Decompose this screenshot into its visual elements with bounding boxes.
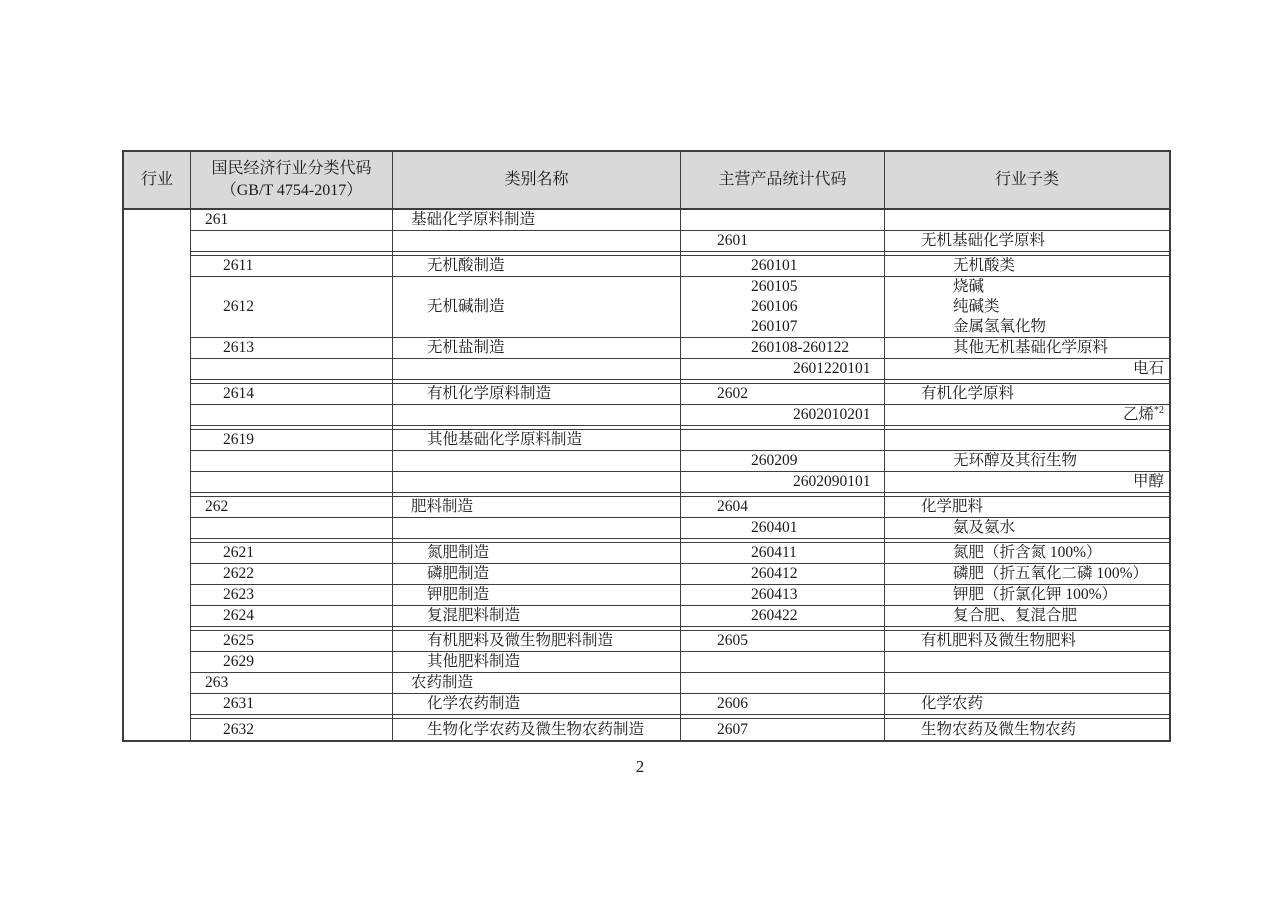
category-name-cell: 无机盐制造 [393, 338, 681, 359]
subclass-line: 金属氢氧化物 [953, 318, 1047, 335]
code-cell: 263 [191, 673, 393, 694]
code-cell: 2623 [191, 585, 393, 606]
product-code-cell [681, 430, 885, 451]
code-cell [191, 231, 393, 252]
code-cell [191, 472, 393, 493]
product-code-cell: 2607 [681, 719, 885, 740]
category-name-cell [393, 231, 681, 252]
column-header-product-code: 主营产品统计代码 [681, 152, 885, 210]
product-code-cell: 2604 [681, 497, 885, 518]
product-code-cell: 260413 [681, 585, 885, 606]
category-name-cell [393, 359, 681, 380]
code-cell [191, 451, 393, 472]
category-name-cell: 复混肥料制造 [393, 606, 681, 627]
product-code-cell: 2605 [681, 631, 885, 652]
code-cell: 2612 [191, 277, 393, 338]
category-name-cell: 其他肥料制造 [393, 652, 681, 673]
subclass-cell: 无机基础化学原料 [885, 231, 1169, 252]
product-code-cell: 2601 [681, 231, 885, 252]
subclass-cell [885, 652, 1169, 673]
category-name-cell: 有机化学原料制造 [393, 384, 681, 405]
code-cell: 2624 [191, 606, 393, 627]
code-cell: 2631 [191, 694, 393, 715]
column-header-industry-code-line1: 国民经济行业分类代码 [211, 160, 372, 177]
product-code-line: 260105 [751, 278, 798, 295]
product-code-cell [681, 277, 885, 338]
subclass-cell: 磷肥（折五氧化二磷 100%） [885, 564, 1169, 585]
subclass-cell: 电石 [885, 359, 1169, 380]
product-code-cell: 260108-260122 [681, 338, 885, 359]
product-code-cell [681, 652, 885, 673]
code-cell [191, 518, 393, 539]
category-name-cell: 磷肥制造 [393, 564, 681, 585]
code-cell: 2622 [191, 564, 393, 585]
product-code-line: 260106 [751, 298, 798, 315]
product-code-cell: 260209 [681, 451, 885, 472]
subclass-cell: 生物农药及微生物农药 [921, 720, 1077, 738]
subclass-cell [885, 430, 1169, 451]
column-header-industry-subclass: 行业子类 [885, 152, 1169, 210]
column-header-industry: 行业 [124, 152, 191, 210]
code-cell: 2611 [191, 256, 393, 277]
subclass-cell [885, 210, 1169, 231]
code-cell: 262 [191, 497, 393, 518]
category-name-cell: 农药制造 [393, 673, 681, 694]
product-code-cell [681, 210, 885, 231]
category-name-cell [393, 451, 681, 472]
category-name-cell: 基础化学原料制造 [393, 210, 681, 231]
subclass-cell: 钾肥（折氯化钾 100%） [885, 585, 1169, 606]
category-name-cell: 钾肥制造 [393, 585, 681, 606]
code-cell: 2625 [191, 631, 393, 652]
column-header-industry-code [191, 152, 393, 210]
subclass-cell: 复合肥、复混合肥 [885, 606, 1169, 627]
category-name-cell: 其他基础化学原料制造 [393, 430, 681, 451]
industry-classification-table [122, 150, 1171, 742]
product-code-cell: 260412 [681, 564, 885, 585]
category-name-cell: 化学农药制造 [393, 694, 681, 715]
subclass-cell [885, 405, 1169, 426]
category-name-cell [393, 518, 681, 539]
product-code-cell: 260422 [681, 606, 885, 627]
code-cell: 2629 [191, 652, 393, 673]
subclass-cell: 化学肥料 [885, 497, 1169, 518]
footnote-marker: *2 [1154, 404, 1164, 416]
subclass-line: 纯碱类 [953, 298, 1000, 315]
industry-column-empty-cell [124, 210, 191, 740]
code-cell: 2619 [191, 430, 393, 451]
code-cell [191, 405, 393, 426]
product-code-cell: 260401 [681, 518, 885, 539]
subclass-cell: 氮肥（折含氮 100%） [885, 543, 1169, 564]
code-cell: 261 [191, 210, 393, 231]
product-code-cell: 260101 [681, 256, 885, 277]
product-code-line: 260107 [751, 318, 798, 335]
category-name-cell [393, 472, 681, 493]
subclass-cell: 无机酸类 [885, 256, 1169, 277]
code-cell: 2621 [191, 543, 393, 564]
category-name-cell: 无机酸制造 [393, 256, 681, 277]
category-name-cell [393, 405, 681, 426]
category-name-cell: 有机肥料及微生物肥料制造 [393, 631, 681, 652]
product-code-cell [681, 673, 885, 694]
subclass-cell: 甲醇 [885, 472, 1169, 493]
category-name-cell: 无机碱制造 [393, 277, 681, 338]
product-code-cell: 2602 [681, 384, 885, 405]
column-header-category-name: 类别名称 [393, 152, 681, 210]
subclass-cell [885, 673, 1169, 694]
code-cell: 2614 [191, 384, 393, 405]
subclass-cell: 有机肥料及微生物肥料 [885, 631, 1169, 652]
subclass-line: 乙烯$^{*2}$ [1122, 404, 1164, 423]
column-header-industry-code-line2: （GB/T 4754-2017） [220, 182, 363, 199]
subclass-line: 烧碱 [953, 278, 985, 295]
subclass-cell: 有机化学原料 [885, 384, 1169, 405]
code-cell: 2613 [191, 338, 393, 359]
code-cell: 2632 [191, 719, 393, 740]
subclass-cell [885, 277, 1169, 338]
category-name-cell: 肥料制造 [393, 497, 681, 518]
subclass-cell: 其他无机基础化学原料 [885, 338, 1169, 359]
product-code-cell: 2606 [681, 694, 885, 715]
subclass-cell: 氨及氨水 [885, 518, 1169, 539]
product-code-cell: 2602090101 [681, 472, 885, 493]
code-cell [191, 359, 393, 380]
category-name-cell: 生物化学农药及微生物农药制造 [393, 719, 681, 740]
page-number: 2 [635, 757, 645, 776]
product-code-cell: 2601220101 [681, 359, 885, 380]
product-code-cell: 260411 [681, 543, 885, 564]
subclass-cell: 无环醇及其衍生物 [885, 451, 1169, 472]
product-code-cell: 2602010201 [681, 405, 885, 426]
category-name-cell: 氮肥制造 [393, 543, 681, 564]
subclass-cell: 化学农药 [885, 694, 1169, 715]
